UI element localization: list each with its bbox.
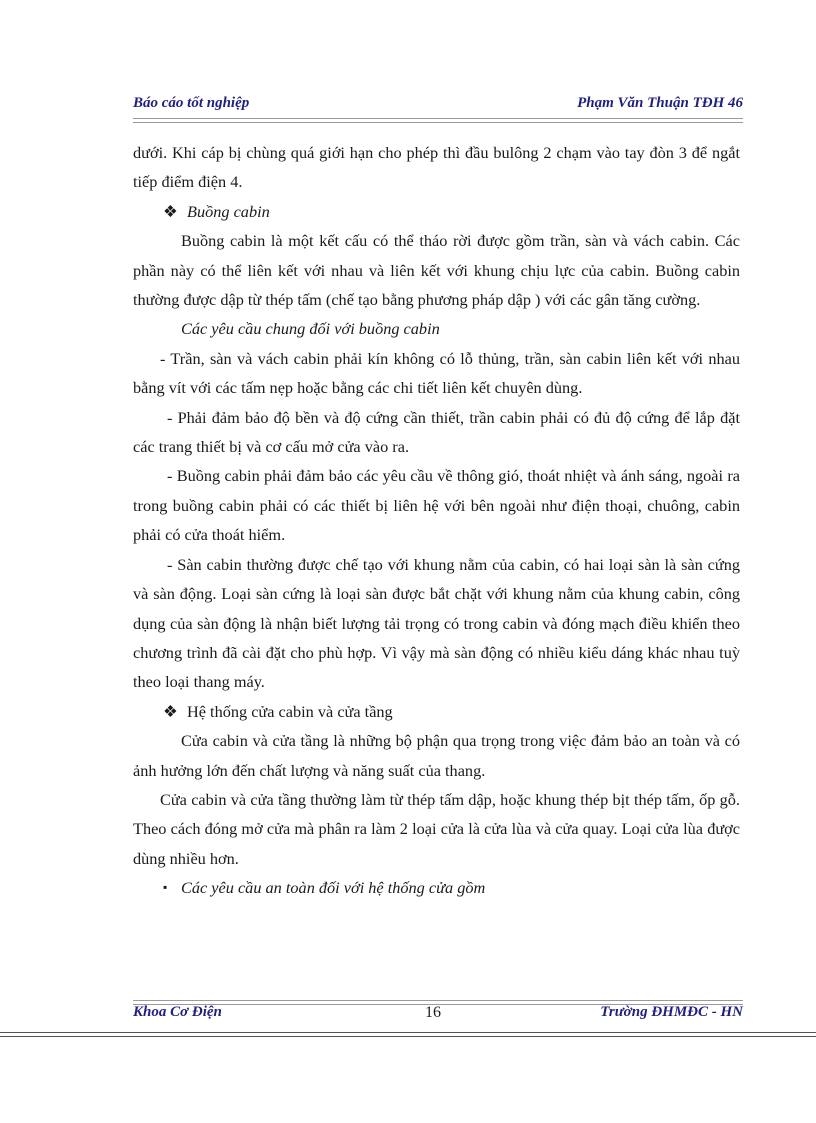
- diamond-bullet-icon: ❖: [163, 201, 178, 221]
- paragraph: - Sàn cabin thường được chế tạo với khung nằm của cabin, có hai loại sàn là sàn cứng và sàn động. Loại sàn cứng là loại sàn được bắt chặt với khung nằm của khung cabin, công dụng của sàn động là nhận biết lượng tải trọng có trong cabin và đóng mạch điều khiển theo chương trình đã cài đặt cho phù hợp. Vì vậy mà sàn động có nhiều kiểu dáng khác nhau tuỳ theo loại thang máy.: [133, 554, 740, 692]
- page-header: [133, 95, 743, 117]
- subheading: Các yêu cầu chung đối với buồng cabin: [181, 319, 440, 339]
- square-bullet-icon: ▪: [163, 880, 168, 895]
- page-number: 16: [425, 1004, 441, 1021]
- page-footer: [133, 1004, 743, 1028]
- footer-left-text: Khoa Cơ Điện: [133, 1004, 222, 1020]
- paragraph: - Phải đảm bảo độ bền và độ cứng cần thiết, trần cabin phải có đủ độ cứng để lắp đặt các trang thiết bị và cơ cấu mở cửa vào ra.: [133, 407, 740, 457]
- header-right-text: Phạm Văn Thuận TĐH 46: [577, 95, 743, 111]
- list-heading: [133, 873, 740, 902]
- page-body: [133, 138, 740, 903]
- section-heading: [133, 197, 740, 226]
- section-heading-text: Buồng cabin: [187, 201, 270, 221]
- paragraph: dưới. Khi cáp bị chùng quá giới hạn cho phép thì đầu bulông 2 chạm vào tay đòn 3 để ngắt tiếp điểm điện 4.: [133, 143, 740, 192]
- section-heading-text: Hệ thống cửa cabin và cửa tầng: [187, 701, 393, 721]
- paragraph: Cửa cabin và cửa tầng là những bộ phận qua trọng trong việc đảm bảo an toàn và có ảnh hưởng lớn đến chất lượng và năng suất của thang.: [133, 731, 740, 780]
- paragraph: - Trần, sàn và vách cabin phải kín không có lỗ thủng, trần, sàn cabin liên kết với nhau bằng vít với các tấm nẹp hoặc bằng các chi tiết liên kết chuyên dùng.: [133, 348, 740, 398]
- footer-right-text: Trường ĐHMĐC - HN: [600, 1004, 743, 1020]
- section-heading: [133, 697, 740, 726]
- page-bottom-divider: [0, 1032, 816, 1037]
- list-heading-text: Các yêu cầu an toàn đối với hệ thống cửa gồm: [181, 878, 486, 898]
- header-left-text: Báo cáo tốt nghiệp: [133, 95, 250, 111]
- paragraph: Cửa cabin và cửa tầng thường làm từ thép tấm dập, hoặc khung thép bịt thép tấm, ốp gỗ. Theo cách đóng mở cửa mà phân ra làm 2 loại cửa là cửa lùa và cửa quay. Loại cửa lùa được dùng nhiều hơn.: [133, 789, 740, 868]
- diamond-bullet-icon: ❖: [163, 701, 178, 721]
- paragraph: - Buồng cabin phải đảm bảo các yêu cầu về thông gió, thoát nhiệt và ánh sáng, ngoài ra trong buồng cabin phải có các thiết bị liên hệ với bên ngoài như điện thoại, chuông, cabin phải có cửa thoát hiểm.: [133, 466, 740, 545]
- paragraph: Buồng cabin là một kết cấu có thể tháo rời được gồm trần, sàn và vách cabin. Các phần này có thể liên kết với nhau và liên kết với khung chịu lực của cabin. Buồng cabin thường được dập từ thép tấm (chế tạo bằng phương pháp dập ) với các gân tăng cường.: [133, 231, 740, 310]
- header-divider: [133, 118, 743, 123]
